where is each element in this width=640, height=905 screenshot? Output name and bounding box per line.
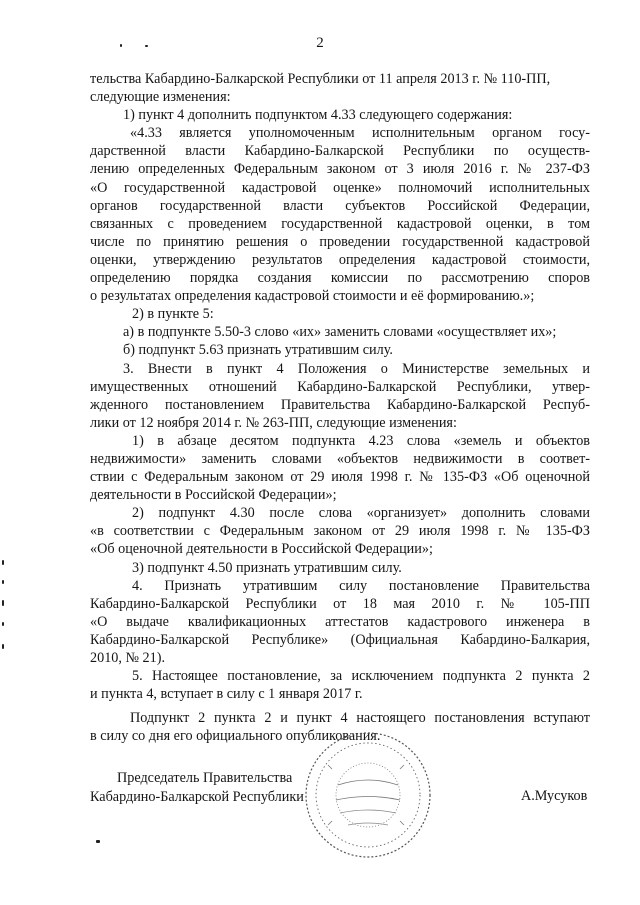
- text-line: числе по принятию решения о проведении государственной кадастровой: [90, 233, 590, 250]
- text-line: 1) пункт 4 дополнить подпунктом 4.33 следующего содержания:: [123, 107, 513, 124]
- text-line: оценки, утверждению результатов определения кадастровой стоимости,: [90, 251, 590, 268]
- text-line: и пункта 4, вступает в силу с 1 января 2017 г.: [90, 686, 363, 703]
- signatory-title-line-1: Председатель Правительства: [117, 770, 293, 786]
- text-line: Кабардино-Балкарской Республики от 18 мая 2010 г. № 105-ПП: [90, 595, 590, 612]
- text-line: следующие изменения:: [90, 89, 231, 106]
- text-line: Подпункт 2 пункта 2 и пункт 4 настоящего постановления вступают: [130, 710, 590, 727]
- text-line: деятельности в Российской Федерации»;: [90, 487, 337, 504]
- text-line: «в соответствии с Федеральным законом от 29 июля 1998 г. № 135-ФЗ: [90, 523, 590, 540]
- text-line: дарственной власти Кабардино-Балкарской Республики по осуществ-: [90, 143, 590, 160]
- text-line: жденного постановлением Правительства Кабардино-Балкарской Респуб-: [90, 396, 590, 413]
- signature-title: [90, 769, 304, 807]
- text-line: а) в подпункте 5.50-3 слово «их» заменить словами «осуществляет их»;: [123, 324, 557, 341]
- text-line: связанных с проведением государственной кадастровой оценки, в том: [90, 215, 590, 232]
- text-line: 3. Внести в пункт 4 Положения о Министерстве земельных и: [123, 360, 590, 377]
- text-line: «О государственной кадастровой оценке» полномочий исполнительных: [90, 179, 590, 196]
- text-line: «Об оценочной деятельности в Российской Федерации»;: [90, 541, 433, 558]
- text-line: лению определенных Федеральным законом от 3 июля 2016 г. № 237-ФЗ: [90, 161, 590, 178]
- text-line: «О выдаче квалификационных аттестатов кадастрового инженера в: [90, 613, 590, 630]
- text-line: 5. Настоящее постановление, за исключением подпункта 2 пункта 2: [132, 668, 590, 685]
- scan-speck: [96, 840, 100, 843]
- text-line: б) подпункт 5.63 признать утратившим силу.: [123, 342, 393, 359]
- text-line: в силу со дня его официального опубликования.: [90, 728, 381, 745]
- signatory-name: А.Мусуков: [521, 788, 588, 804]
- text-line: органов государственной власти субъектов Российской Федерации,: [90, 197, 590, 214]
- text-line: ствии с Федеральным законом от 29 июля 1998 г. № 135-ФЗ «Об оценочной: [90, 469, 590, 486]
- text-line: имущественных отношений Кабардино-Балкарской Республики, утвер-: [90, 378, 590, 395]
- text-line: определению порядка создания комиссии по рассмотрению споров: [90, 270, 590, 287]
- scan-speck: [145, 45, 148, 47]
- text-line: 3) подпункт 4.50 признать утратившим силу.: [132, 559, 402, 576]
- text-line: о результатах определения кадастровой стоимости и её формированию.»;: [90, 288, 535, 305]
- text-line: недвижимости» заменить словами «объектов недвижимости в соответ-: [90, 450, 590, 467]
- signatory-title-line-2: Кабардино-Балкарской Республики: [90, 789, 304, 805]
- text-line: лики от 12 ноября 2014 г. № 263-ПП, следующие изменения:: [90, 414, 457, 431]
- page-number: 2: [316, 35, 324, 51]
- text-line: тельства Кабардино-Балкарской Республики от 11 апреля 2013 г. № 110-ПП,: [90, 71, 551, 87]
- text-line: Кабардино-Балкарской Республике» (Официальная Кабардино-Балкария,: [90, 631, 590, 648]
- text-line: «4.33 является уполномоченным исполнительным органом госу-: [130, 125, 590, 142]
- text-line: 2) в пункте 5:: [132, 306, 214, 323]
- margin-marks: [0, 560, 8, 660]
- text-line: 4. Признать утратившим силу постановление Правительства: [132, 577, 590, 594]
- text-line: 2010, № 21).: [90, 650, 166, 666]
- official-seal: [298, 725, 438, 865]
- text-line: 2) подпункт 4.30 после слова «организует» дополнить словами: [132, 505, 590, 522]
- text-line: 1) в абзаце десятом подпункта 4.23 слова «земель и объектов: [132, 432, 590, 449]
- scan-speck: [120, 44, 122, 47]
- document-body: [90, 70, 590, 745]
